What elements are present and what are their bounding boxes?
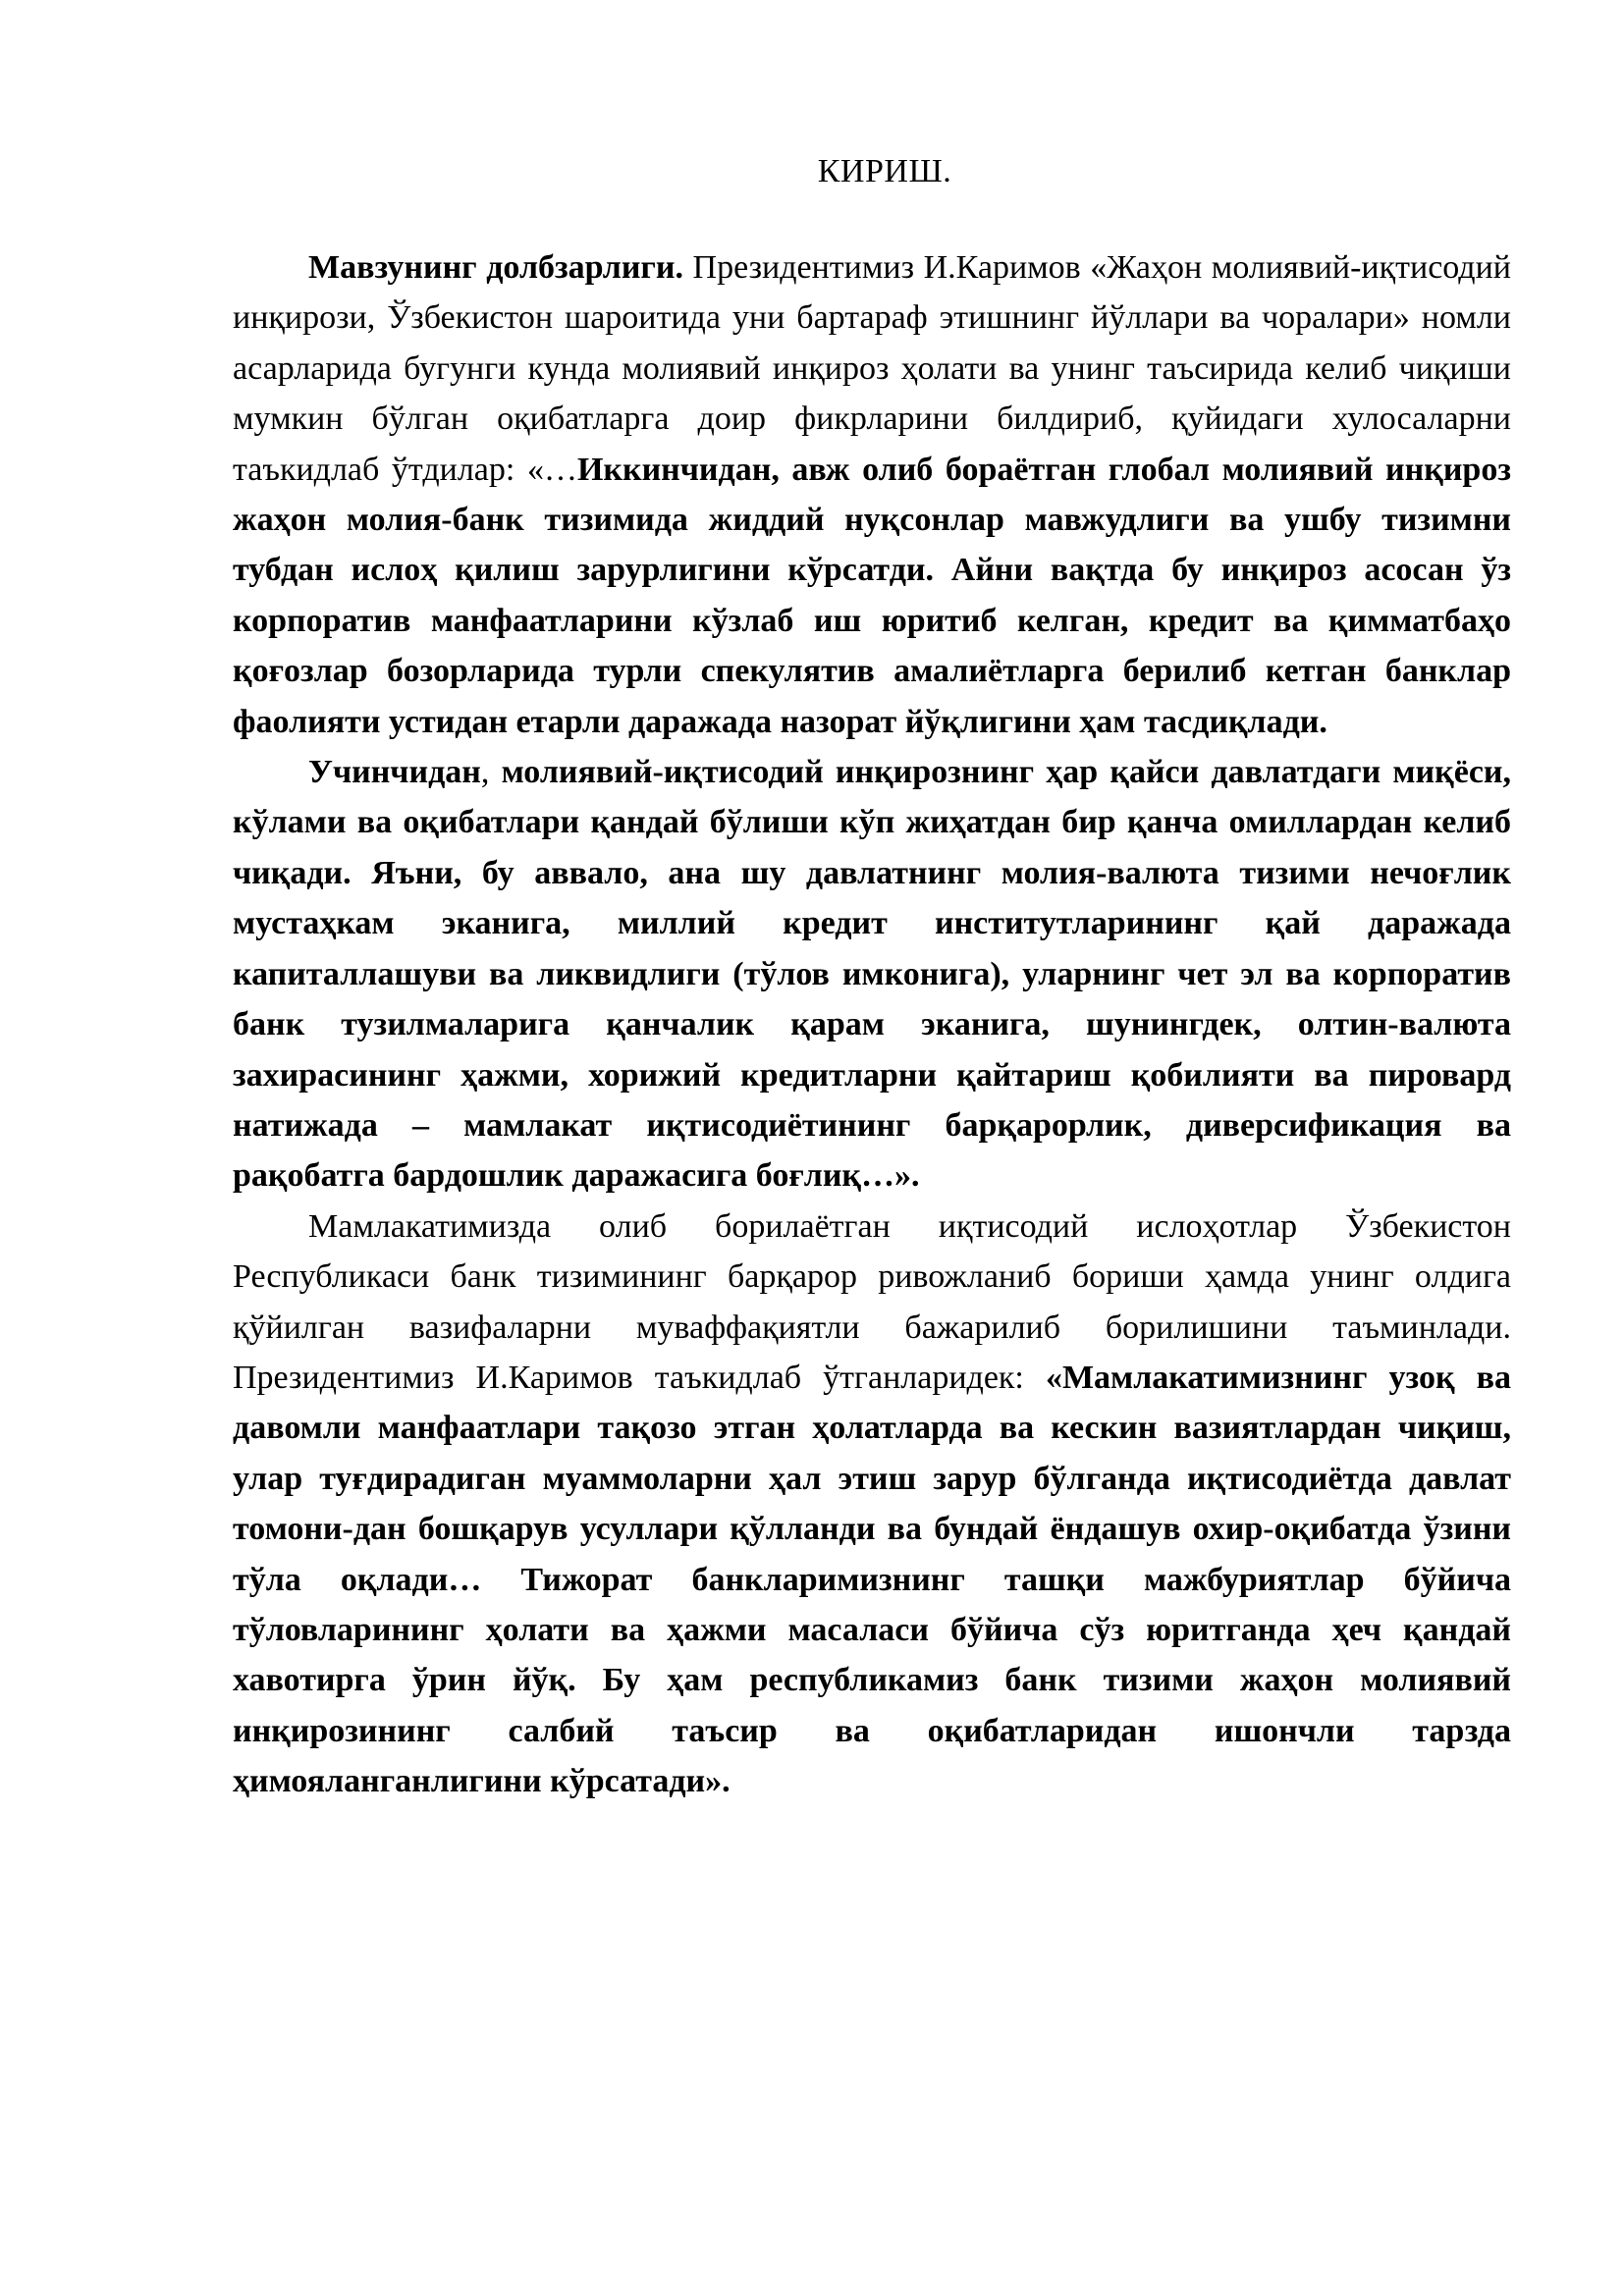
text-run: , [480, 754, 502, 791]
page-title: КИРИШ. [817, 153, 952, 189]
paragraph-third-point [233, 747, 1511, 1201]
text-run: Учинчидан [308, 754, 481, 791]
text-run: Иккинчидан, авж олиб бораётган глобал молиявий инқироз жаҳон молия-банк тизимида жиддий нуқсонлар мавжудлиги ва ушбу тизимни тубдан ислоҳ қилиш зарурлигини кўрсатди. Айни вақтда бу инқироз асосан ўз корпоратив манфаатларини кўзлаб иш юритиб келган, кредит ва қимматбаҳо қоғозлар бозорларида турли спекулятив амалиётларга берилиб кетган банклар фаолияти устидан етарли даражада назорат йўқлигини ҳам тасдиқлади. [233, 451, 1511, 740]
text-run: Мавзунинг долбзарлиги. [308, 249, 683, 286]
text-run: молиявий-иқтисодий инқирознинг ҳар қайси давлатдаги миқёси, кўлами ва оқибатлари қандай бўлиши кўп жиҳатдан бир қанча омиллардан келиб чиқади. Яъни, бу аввало, ана шу давлатнинг молия-валюта тизими нечоғлик мустаҳкам эканига, миллий кредит институтларининг қай даражада капиталлашуви ва ликвидлиги (тўлов имконига), уларнинг чет эл ва корпоратив банк тузилмаларига қанчалик қарам эканига, шунингдек, олтин-валюта захирасининг ҳажми, хорижий кредитларни қайтариш қобилияти ва пировард натижада – мамлакат иқтисодиётининг барқарорлик, диверсификация ва рақобатга бардошлик даражасига боғлиқ…». [233, 754, 1511, 1195]
text-run: «Мамлакатимизнинг узоқ ва давомли манфаатлари тақозо этган ҳолатларда ва кескин вазиятлардан чиқиш, улар туғдирадиган муаммоларни ҳал этиш зарур бўлганда иқтисодиётда давлат томони-дан бошқарув усуллари қўлланди ва бундай ёндашув охир-оқибатда ўзини тўла оқлади… Тижорат банкларимизнинг ташқи мажбуриятлар бўйича тўловларининг ҳолати ва ҳажми масаласи бўйича сўз юритганда ҳеч қандай хавотирга ўрин йўқ. Бу ҳам республикамиз банк тизими жаҳон молиявий инқирозининг салбий таъсир ва оқибатларидан ишончли тарзда ҳимояланганлигини кўрсатади». [233, 1359, 1511, 1800]
text-run: Президентимиз И.Каримов «Жаҳон молиявий-иқтисодий инқирози, Ўзбекистон шароитида уни бартараф этишнинг йўллари ва чоралари» номли асарларида бугунги кунда молиявий инқироз ҳолати ва унинг таъсирида келиб чиқиши мумкин бўлган оқибатларга доир фикрларини билдириб, қуйидаги хулосаларни таъкидлаб ўтдилар: «… [233, 249, 1512, 488]
document-body [233, 242, 1511, 1807]
paragraph-relevance [233, 242, 1511, 747]
paragraph-reforms [233, 1201, 1511, 1807]
text-run: Мамлакатимизда олиб борилаётган иқтисодий ислоҳотлар Ўзбекистон Республикаси банк тизимининг барқарор ривожланиб бориши ҳамда унинг олдига қўйилган вазифаларни муваффақиятли бажарилиб борилишини таъминлади. Президентимиз И.Каримов таъкидлаб ўтганларидек: [233, 1207, 1511, 1396]
